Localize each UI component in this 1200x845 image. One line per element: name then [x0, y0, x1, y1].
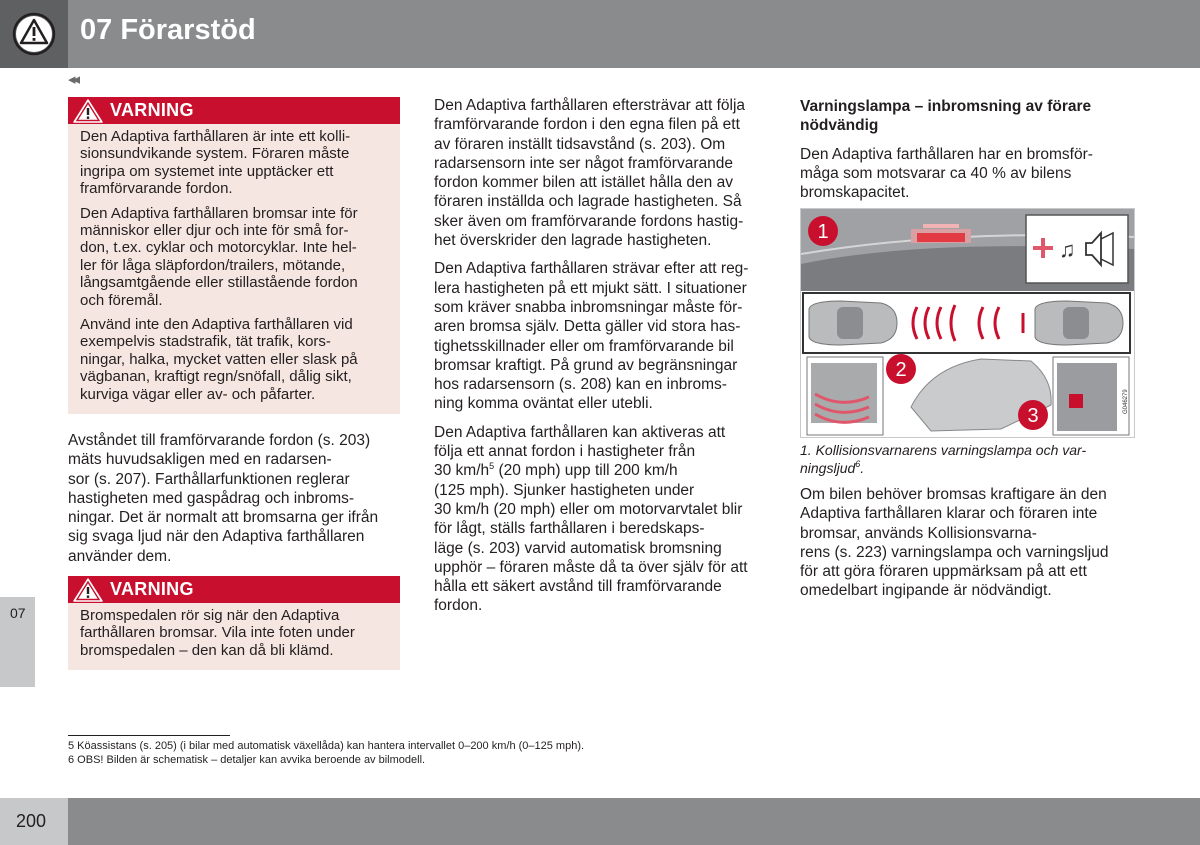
footnote: 6 OBS! Bilden är schematisk – detaljer kan avvika beroende av bilmodell. — [68, 754, 426, 766]
footnote: 5 Köassistans (s. 205) (i bilar med automatisk växellåda) kan hantera intervallet 0–200 km/h (0–125 mph). — [68, 740, 585, 752]
body-paragraph: Den Adaptiva farthållaren strävar efter att reg- lera hastigheten på ett mjukt sätt. I situationer som kräver snabba inbromsningar måste för- aren bromsa själv. Detta gäller vid stora has- tighetsskillnader eller om framförvarande bil bromsar kraftigt. På grund av begränsningar hos radarsensorn (s. 208) kan en inbroms- ning komma oväntat eller utebli. — [434, 260, 749, 413]
figure-caption: 1. Kollisionsvarnarens varningslampa och var- ningsljud$^6$. — [800, 442, 1087, 476]
chapter-icon-box — [0, 0, 68, 68]
side-tab-label: 07 — [10, 605, 26, 621]
chapter-title: 07 Förarstöd — [80, 14, 256, 46]
warning-paragraph: Den Adaptiva farthållaren är inte ett kolli- sionsundvikande system. Föraren måste ingripa om systemet inte upptäcker ett framförvarande fordon. — [80, 128, 351, 198]
body-paragraph: Den Adaptiva farthållaren har en bromsför- måga som motsvarar ca 40 % av bilens bromskapacitet. — [800, 145, 1093, 202]
page-number-box — [0, 798, 68, 845]
figure-code: G046279 — [1123, 389, 1129, 414]
warning-triangle-icon — [72, 98, 104, 124]
warning-body — [68, 603, 400, 667]
car-top-view-icon — [809, 301, 897, 345]
footnote-ref[interactable]: 6 — [855, 459, 861, 469]
music-note-icon: ♫ — [1059, 237, 1076, 262]
page-footer — [0, 798, 1200, 845]
page-number: 200 — [16, 811, 47, 831]
warning-box — [68, 576, 400, 670]
back-arrows-icon[interactable]: ◂◂ — [68, 71, 78, 88]
body-paragraph: Den Adaptiva farthållaren eftersträvar att följa framförvarande fordon i den egna filen på ett av föraren inställt tidsavstånd (s. 203). Om radarsensorn inte ser något framförvarande fordon kommer bilen att istället hålla den av föraren inställda och lagrade hastigheten. Så sker även om framförvarande fordons hastig- het överskrider den lagrade hastigheten. — [434, 97, 746, 250]
warning-box — [68, 97, 400, 414]
body-paragraph: Den Adaptiva farthållaren kan aktiveras att följa ett annat fordon i hastigheter från 30 $km/h^5$ (20 mph) upp till 200 km/h (125 mph). Sjunker hastigheten under 30 km/h (20 mph) eller om motorvarvtalet blir för lågt, ställs farthållaren i beredskaps- läge (s. 203) varvid automatisk bromsning upphör – föraren måste då ta över själv för att hålla ett säkert avstånd till framförvarande fordon. — [434, 423, 748, 615]
warning-triangle-icon — [72, 577, 104, 603]
callout-3: 3 — [1027, 405, 1039, 427]
section-heading: Varningslampa – inbromsning av förare nödvändig — [800, 98, 1092, 135]
body-paragraph: Om bilen behöver bromsas kraftigare än den Adaptiva farthållaren klarar och föraren inte bromsar, används Kollisionsvarna- rens (s. 223) varningslampa och varningsljud för att göra föraren uppmärksam på att ett omedelbart ingipande är nödvändigt. — [800, 486, 1109, 600]
body-column-3 — [800, 97, 1135, 211]
warning-title: VARNING — [110, 100, 194, 120]
illustration-figure — [800, 208, 1135, 438]
warning-body — [68, 124, 400, 411]
body-column-2 — [434, 96, 774, 625]
footnote-divider — [68, 735, 230, 736]
warning-title: VARNING — [110, 579, 194, 599]
callout-2: 2 — [895, 359, 907, 381]
body-paragraph: Avståndet till framförvarande fordon (s. 203) mäts huvudsakligen med en radarsen- sor (s. 207). Farthållarfunktionen reglerar hastigheten med gaspådrag och inbroms- ningar. Det är normalt att bromsarna ger ifrån sig svaga ljud när den Adaptiva farthållaren använder dem. — [68, 432, 379, 565]
footnote-ref[interactable]: 5 — [489, 461, 495, 472]
callout-1: 1 — [817, 221, 829, 243]
chapter-header — [0, 0, 1200, 68]
car-top-view-icon — [1035, 301, 1123, 345]
warning-paragraph: Använd inte den Adaptiva farthållaren vid exempelvis stadstrafik, tät trafik, kors- ningar, halka, mycket vatten eller slask på vägbanan, kraftigt regn/snöfall, dålig sikt, kurviga vägar eller av- och påfarter. — [80, 316, 358, 403]
chapter-side-tab[interactable] — [0, 597, 35, 687]
warning-header — [68, 576, 400, 603]
warning-triangle-icon — [11, 11, 57, 57]
warning-paragraph: Den Adaptiva farthållaren bromsar inte för människor eller djur och inte för små for- don, t.ex. cyklar och motorcyklar. Inte hel- ler för låga släpfordon/trailers, mötande, långsamtgående eller stillastående fordon och föremål. — [80, 204, 358, 309]
warning-header — [68, 97, 400, 124]
warning-paragraph: Bromspedalen rör sig när den Adaptiva farthållaren bromsar. Vila inte foten under bromspedalen – den kan då bli klämd. — [80, 607, 355, 659]
